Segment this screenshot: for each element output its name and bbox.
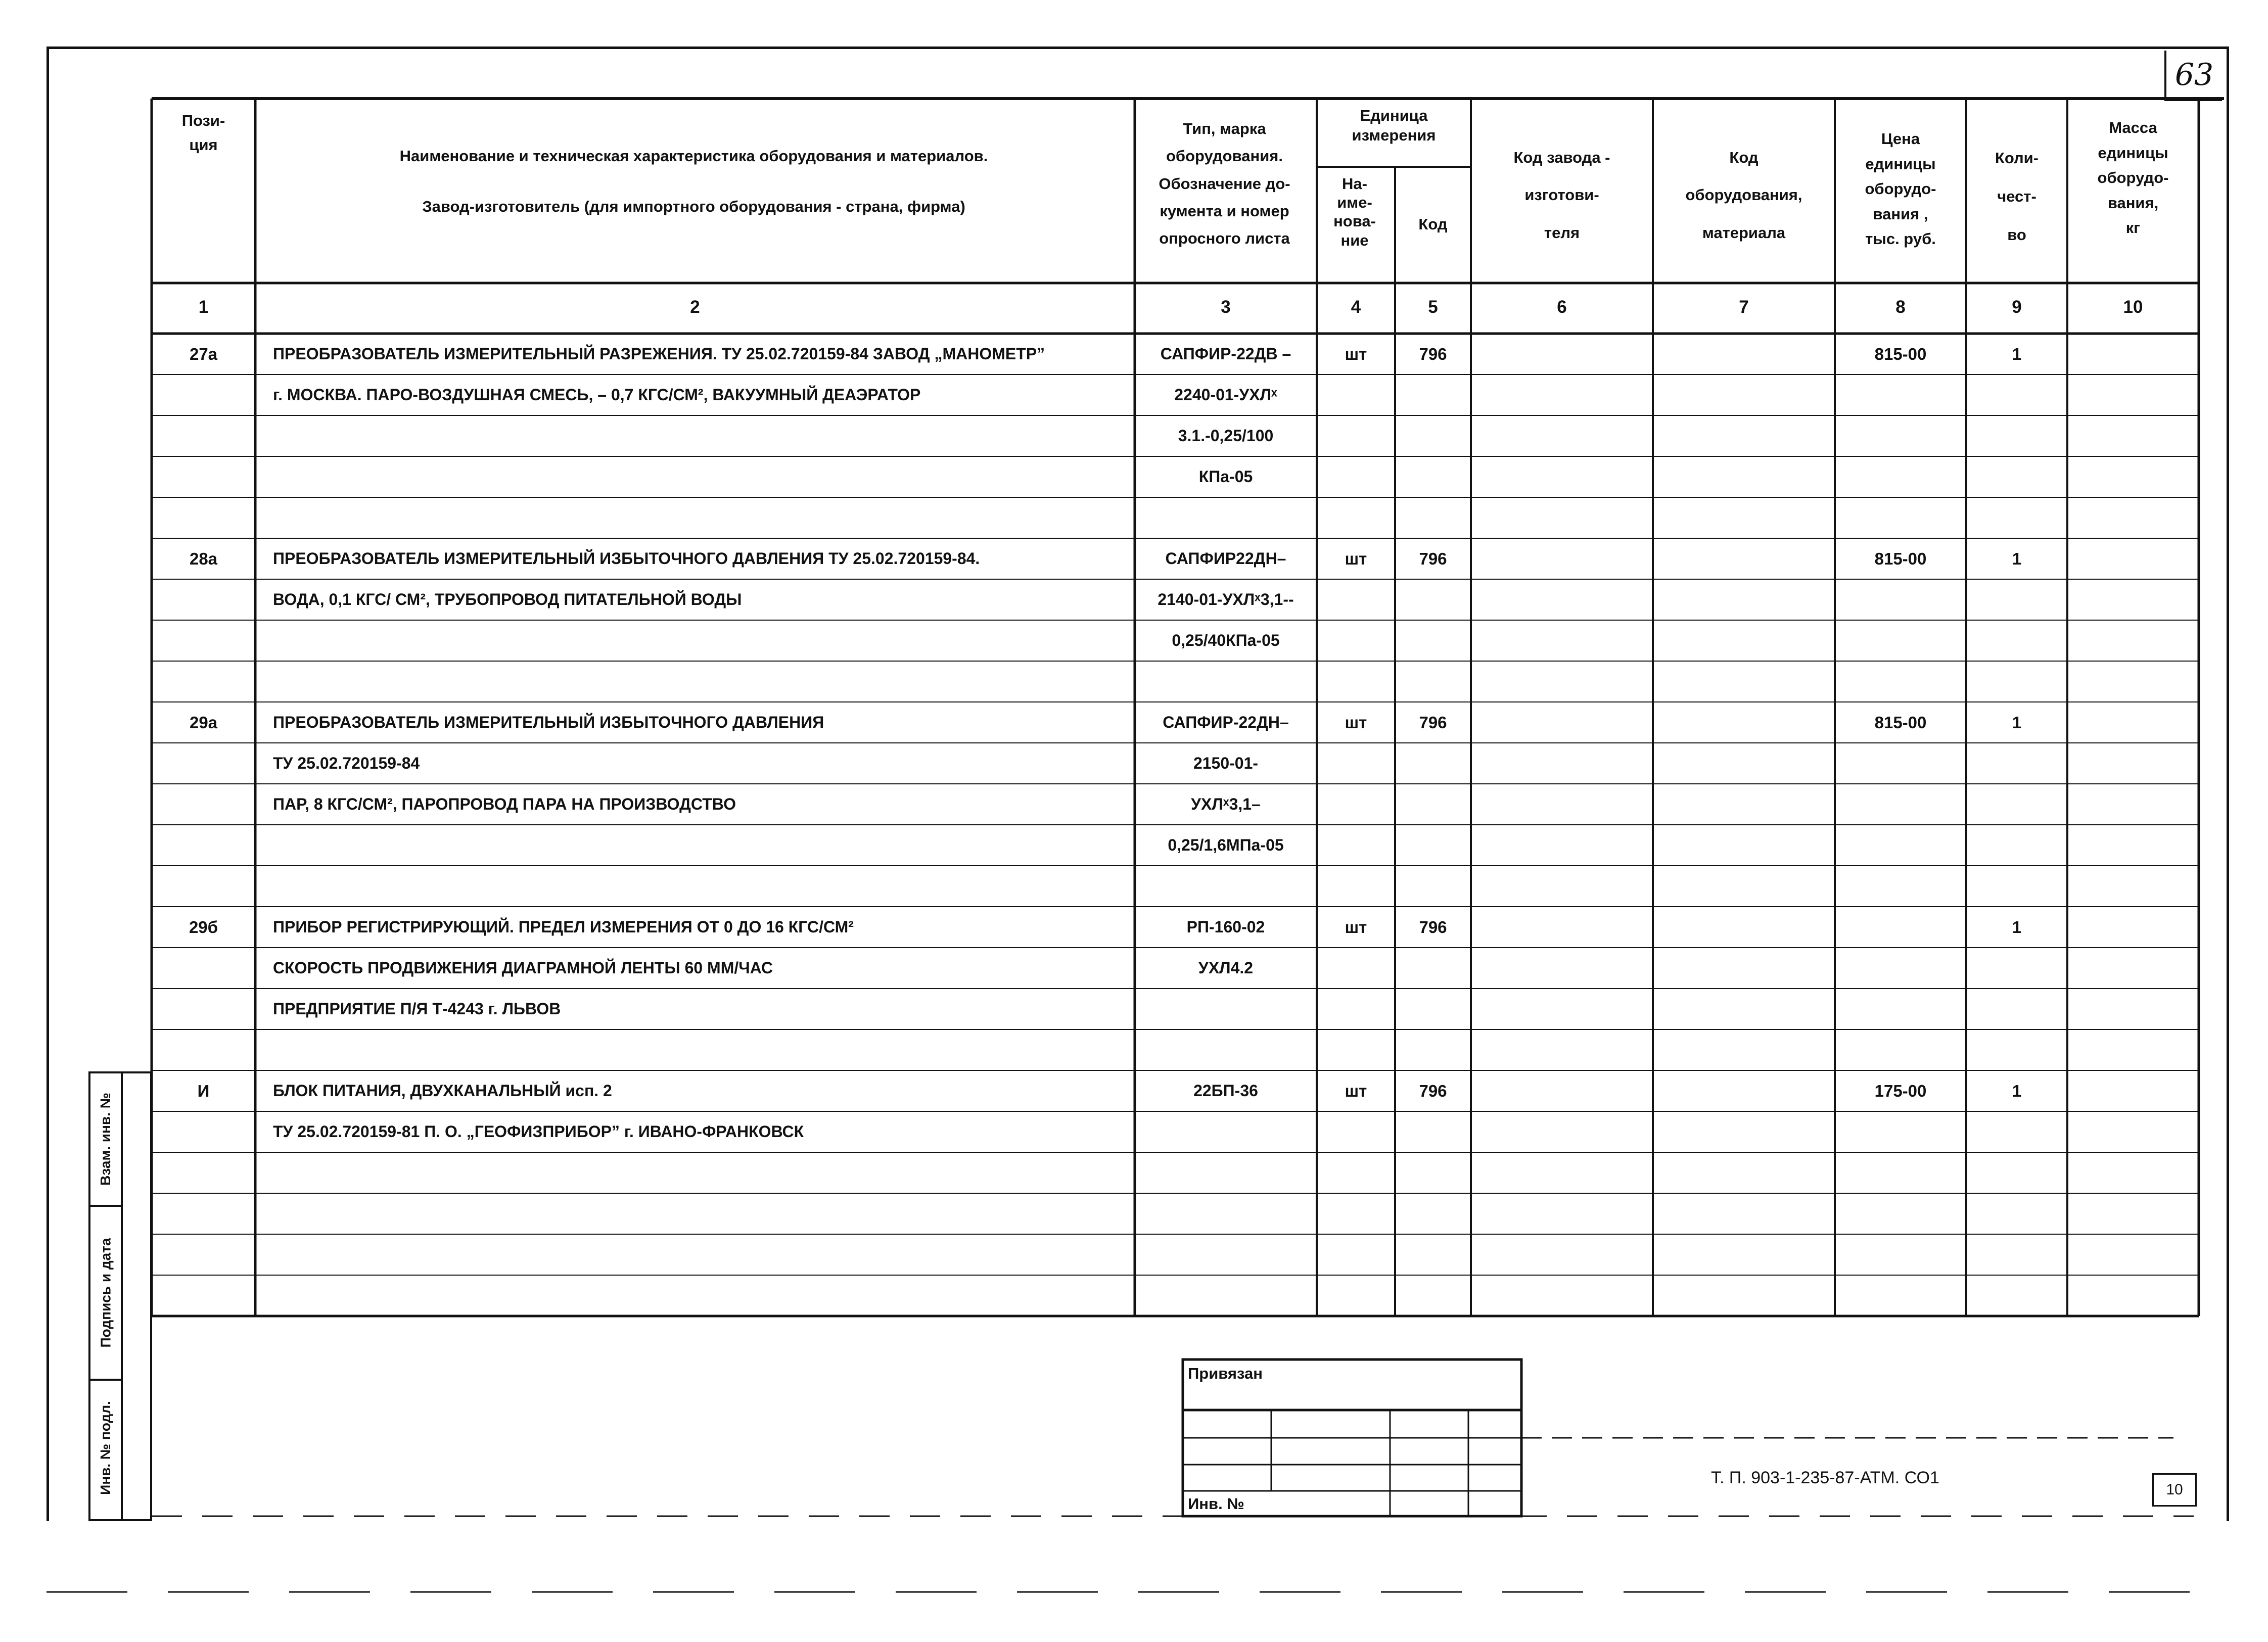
side-label-signature: Подпись и дата [98,1238,114,1348]
row-name: СКОРОСТЬ ПРОДВИЖЕНИЯ ДИАГРАМНОЙ ЛЕНТЫ 60 ММ/ЧАС [273,959,773,977]
row-name: ПРЕОБРАЗОВАТЕЛЬ ИЗМЕРИТЕЛЬНЫЙ ИЗБЫТОЧНОГО ДАВЛЕНИЯ ТУ 25.02.720159-84. [273,549,980,568]
side-label-inventory: Инв. № подл. [98,1401,114,1495]
column-number: 3 [1221,297,1231,317]
page-number: 63 [2164,51,2222,101]
row-type: 3.1.-0,25/100 [1178,427,1274,445]
sheet-number: 10 [2152,1473,2197,1507]
row-unit-code: 796 [1419,1082,1447,1100]
row-type: 2240-01-УХЛˣ [1174,386,1277,404]
row-position: 28а [189,549,218,568]
row-type: САПФИР22ДН– [1165,549,1286,568]
row-position: И [197,1082,210,1100]
row-name: ПРЕДПРИЯТИЕ П/Я Т-4243 г. ЛЬВОВ [273,1000,561,1018]
column-number: 10 [2123,297,2143,317]
row-quantity: 1 [2012,713,2022,732]
header-price: Цена единицы оборудо- вания , тыс. руб. [1865,130,1936,248]
column-number: 5 [1428,297,1438,317]
row-unit: шт [1345,918,1367,936]
row-name: ВОДА, 0,1 КГС/ СМ², ТРУБОПРОВОД ПИТАТЕЛЬНОЙ ВОДЫ [273,590,742,608]
row-unit: шт [1345,1082,1367,1100]
row-quantity: 1 [2012,1082,2022,1100]
row-type: 2140-01-УХЛˣ3,1-- [1158,590,1294,608]
header-quantity: Коли- чест- во [1995,149,2039,244]
row-name: г. МОСКВА. ПАРО-ВОЗДУШНАЯ СМЕСЬ, – 0,7 КГС/СМ², ВАКУУМНЫЙ ДЕАЭРАТОР [273,386,921,404]
row-unit-code: 796 [1419,549,1447,568]
header-equipment-code: Код оборудования, материала [1685,149,1802,242]
row-price: 815-00 [1874,713,1927,732]
row-price: 815-00 [1874,345,1927,363]
row-price: 815-00 [1874,549,1927,568]
row-unit-code: 796 [1419,713,1447,732]
side-label-replacement: Взам. инв. № [98,1093,114,1186]
row-type: 22БП-36 [1193,1082,1258,1100]
row-name: ТУ 25.02.720159-81 П. О. „ГЕОФИЗПРИБОР” г. ИВАНО-ФРАНКОВСК [273,1122,804,1141]
stamp-inventory: Инв. № [1188,1495,1244,1513]
row-name: БЛОК ПИТАНИЯ, ДВУХКАНАЛЬНЫЙ исп. 2 [273,1082,612,1100]
row-quantity: 1 [2012,345,2022,363]
document-code: Т. П. 903-1-235-87-АТМ. СО1 [1711,1468,1939,1487]
column-number: 2 [690,297,700,317]
row-type: 2150-01- [1193,754,1259,772]
row-type: 0,25/1,6МПа-05 [1168,836,1284,854]
row-quantity: 1 [2012,549,2022,568]
row-type: РП-160-02 [1186,918,1265,936]
header-name-line1: Наименование и техническая характеристика оборудования и материалов. [399,147,988,165]
row-price: 175-00 [1874,1082,1927,1100]
row-unit: шт [1345,713,1367,732]
row-name: ПРЕОБРАЗОВАТЕЛЬ ИЗМЕРИТЕЛЬНЫЙ РАЗРЕЖЕНИЯ. ТУ 25.02.720159-84 ЗАВОД „МАНОМЕТР” [273,345,1045,363]
row-unit-code: 796 [1419,918,1447,936]
row-name: ПРИБОР РЕГИСТРИРУЮЩИЙ. ПРЕДЕЛ ИЗМЕРЕНИЯ ОТ 0 ДО 16 КГС/СМ² [273,918,854,936]
header-unit: Единица измерения [1352,107,1436,144]
row-type: УХЛ4.2 [1198,959,1254,977]
header-unit-name: На- име- нова- ние [1333,175,1376,249]
column-number: 8 [1895,297,1906,317]
column-number: 7 [1739,297,1749,317]
header-mass: Масса единицы оборудо- вания, кг [2097,119,2169,237]
header-plant-code: Код завода - изготови- теля [1513,149,1610,242]
row-type: САПФИР-22ДВ – [1160,345,1291,363]
row-unit: шт [1345,345,1367,363]
column-number: 9 [2012,297,2022,317]
row-name: ТУ 25.02.720159-84 [273,754,420,772]
row-position: 27а [189,345,218,363]
row-position: 29б [189,918,218,936]
row-unit-code: 796 [1419,345,1447,363]
column-number: 4 [1351,297,1361,317]
column-number: 1 [198,297,209,317]
header-name-line2: Завод-изготовитель (для импортного оборудования - страна, фирма) [422,198,965,215]
header-unit-code: Код [1418,215,1448,233]
row-name: ПАР, 8 КГС/СМ², ПАРОПРОВОД ПАРА НА ПРОИЗВОДСТВО [273,795,736,813]
column-number: 6 [1557,297,1567,317]
row-type: УХЛˣ3,1– [1191,795,1261,813]
row-type: САПФИР-22ДН– [1163,713,1289,731]
row-type: 0,25/40КПа-05 [1172,631,1280,649]
header-type: Тип, марка оборудования. Обозначение до- кумента и номер опросного листа [1159,120,1290,247]
row-position: 29а [189,713,218,732]
row-name: ПРЕОБРАЗОВАТЕЛЬ ИЗМЕРИТЕЛЬНЫЙ ИЗБЫТОЧНОГО ДАВЛЕНИЯ [273,713,824,731]
row-unit: шт [1345,549,1367,568]
stamp-attached: Привязан [1188,1365,1263,1382]
row-quantity: 1 [2012,918,2022,936]
header-position: Пози- ция [181,112,225,154]
row-type: КПа-05 [1198,467,1253,486]
